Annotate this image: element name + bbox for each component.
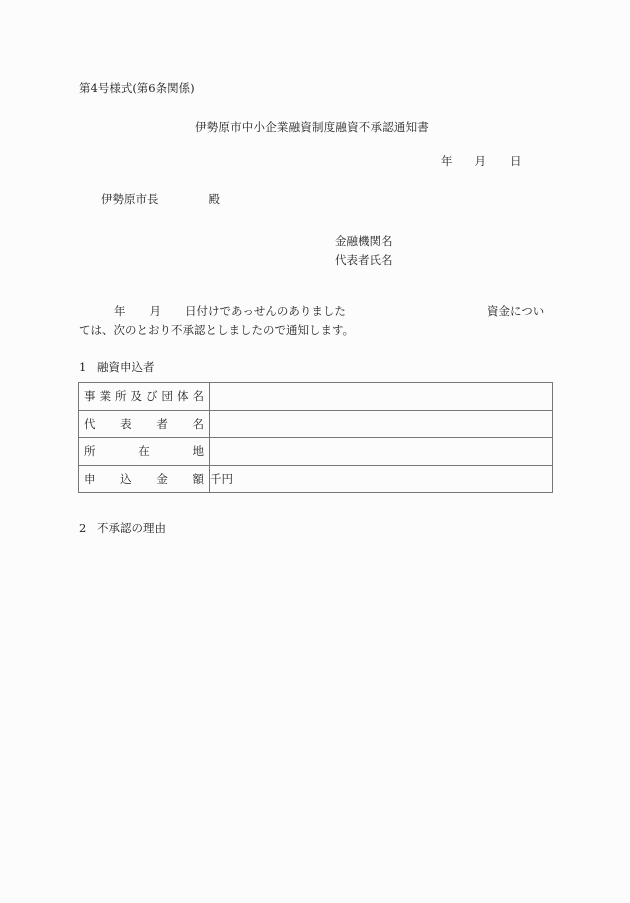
application-amount-value[interactable]: 千円 <box>210 465 553 493</box>
representative-name-row-label: 代 表 者 名 <box>79 410 210 438</box>
office-organization-name-value[interactable] <box>210 383 553 411</box>
office-organization-name-label: 事 業 所 及 び 団 体 名 <box>79 383 210 411</box>
applicant-table <box>78 382 553 493</box>
addressee-honorific: 殿 <box>208 192 220 206</box>
body-year-label: 年 <box>114 304 126 318</box>
date-year-label: 年 <box>441 154 453 168</box>
body-text-3: ては、次のとおり不承認としましたので通知します。 <box>79 323 355 337</box>
section-title: 融資申込者 <box>97 360 155 374</box>
application-amount-label: 申 込 金 額 <box>79 465 210 493</box>
sender-block <box>335 232 393 270</box>
body-text-line1 <box>114 306 346 318</box>
body-month-label: 月 <box>149 304 161 318</box>
representative-name-label: 代表者氏名 <box>335 253 393 267</box>
section-number: 2 <box>79 521 87 535</box>
representative-name-value[interactable] <box>210 410 553 438</box>
table-row <box>79 383 553 411</box>
addressee-name: 伊勢原市長 <box>101 192 159 206</box>
table-row <box>79 410 553 438</box>
document-title: 伊勢原市中小企業融資制度融資不承認通知書 <box>195 120 429 134</box>
location-label: 所 在 地 <box>79 438 210 466</box>
section-number: 1 <box>79 360 87 374</box>
body-text-1: 日付けであっせんのありました <box>185 304 346 318</box>
date-line <box>441 156 522 168</box>
section-reason-heading <box>79 523 166 535</box>
date-month-label: 月 <box>474 154 486 168</box>
section-title: 不承認の理由 <box>97 521 166 535</box>
institution-name-label: 金融機関名 <box>335 234 393 248</box>
form-number: 第4号様式(第6条関係) <box>79 81 195 95</box>
body-text-2: 資金につい <box>487 304 545 318</box>
location-value[interactable] <box>210 438 553 466</box>
table-row <box>79 465 553 493</box>
date-day-label: 日 <box>510 154 522 168</box>
addressee <box>101 194 220 206</box>
table-row <box>79 438 553 466</box>
section-applicant-heading <box>79 362 155 374</box>
